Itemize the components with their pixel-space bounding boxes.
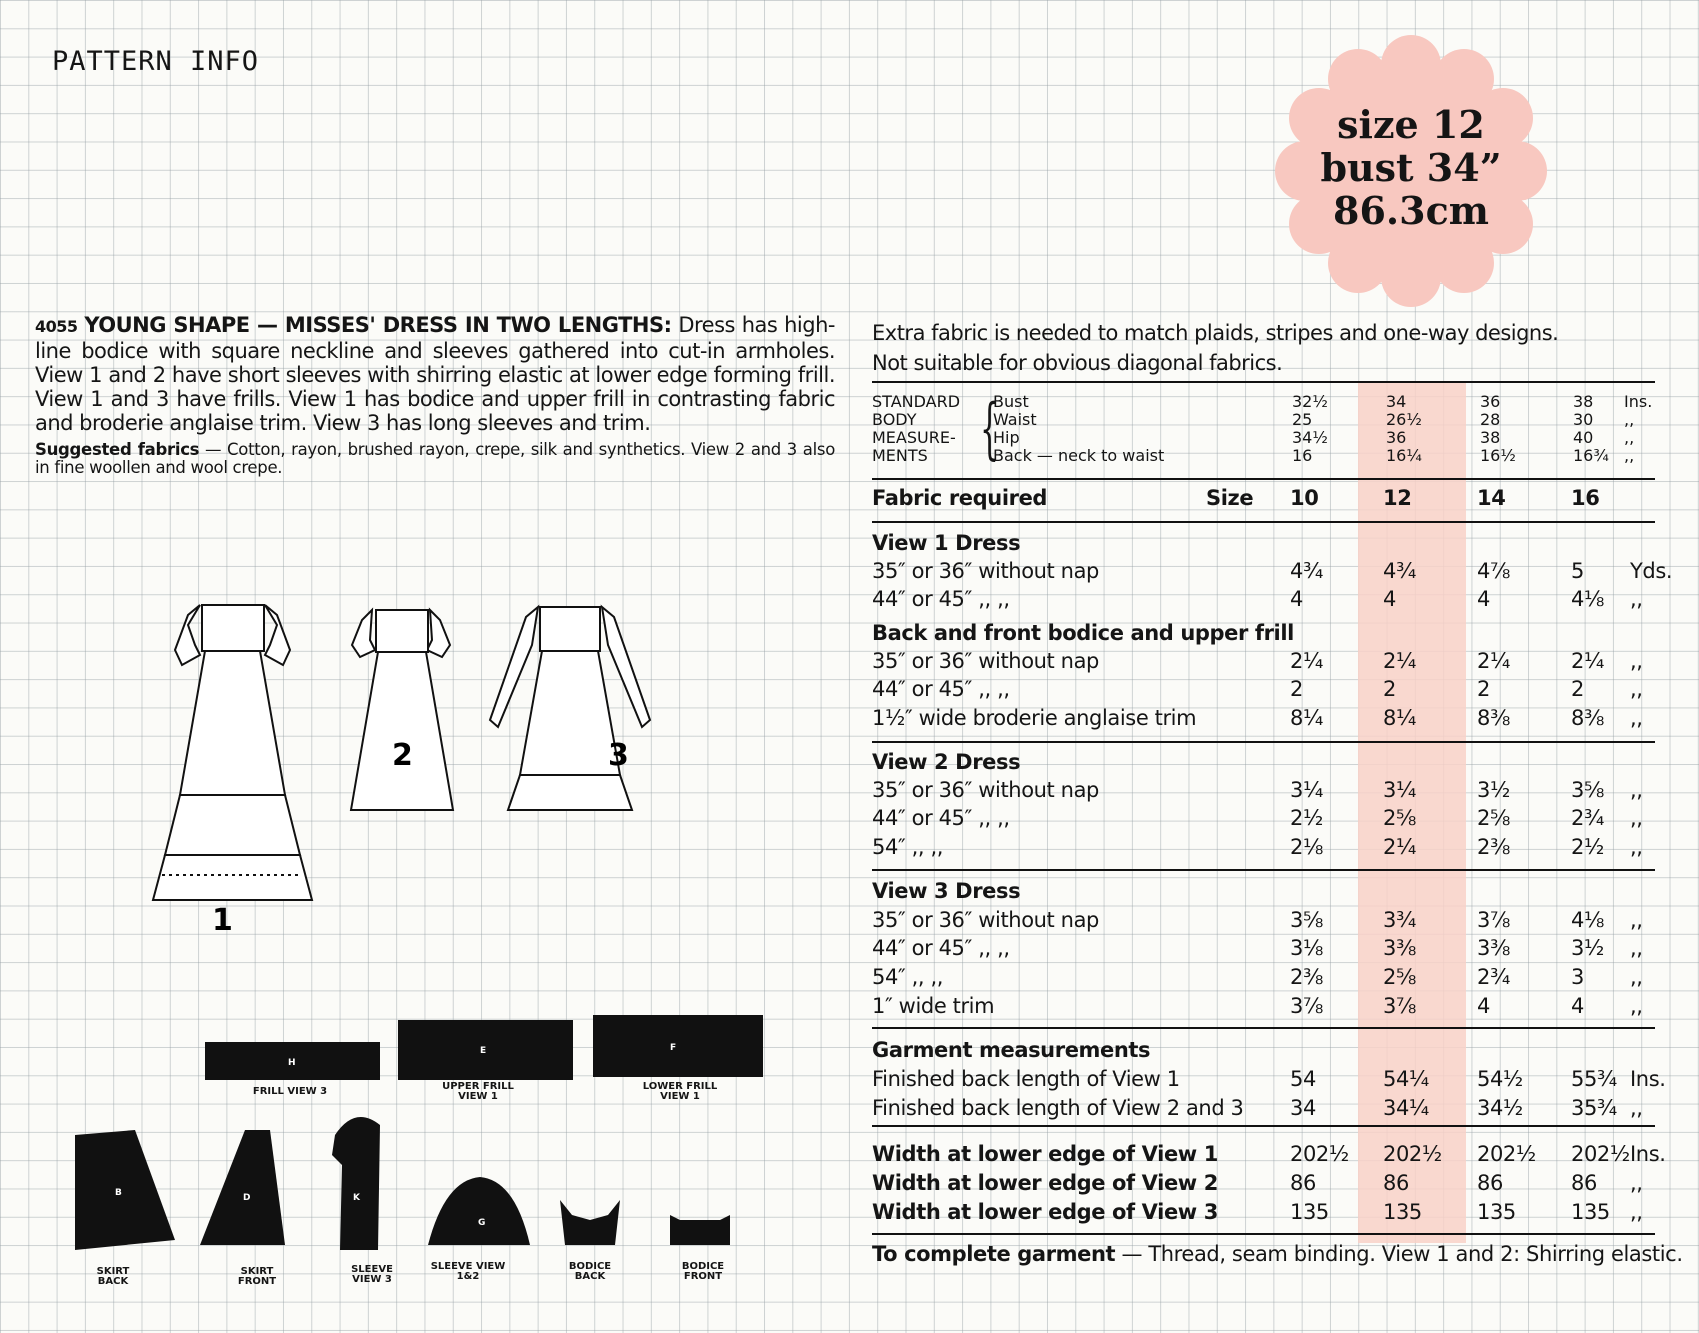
row-label: 44″ or 45″ ,, ,,	[872, 587, 1010, 611]
cell: 2¼	[1290, 649, 1323, 673]
cell: 54¼	[1383, 1067, 1429, 1091]
unit: ,,	[1630, 1096, 1643, 1120]
std-label: MEASURE-	[872, 428, 956, 447]
row-label: 35″ or 36″ without nap	[872, 778, 1099, 802]
cell: 3⅞	[1477, 908, 1510, 932]
unit: ,,	[1630, 936, 1643, 960]
row-label: 44″ or 45″ ,, ,,	[872, 677, 1010, 701]
view1-subtitle	[872, 621, 1662, 649]
lower-frill-piece	[593, 1015, 763, 1077]
cell: 2	[1477, 677, 1490, 701]
rule	[872, 869, 1655, 871]
cell: 3¼	[1383, 778, 1416, 802]
pattern-heading: YOUNG SHAPE — MISSES' DRESS IN TWO LENGTHS:	[84, 313, 672, 337]
std-value: 16¾	[1573, 446, 1609, 465]
row-label: Finished back length of View 1	[872, 1067, 1180, 1091]
cell: 3⅜	[1477, 936, 1510, 960]
view1-dress-drawing	[153, 605, 312, 900]
cell: 86	[1571, 1171, 1597, 1195]
view2-number: 2	[392, 738, 413, 773]
badge-size: size 12	[1337, 102, 1485, 147]
description-paragraph	[35, 313, 835, 435]
cell: 86	[1477, 1171, 1503, 1195]
cell: 2⅜	[1290, 965, 1323, 989]
row-label: Finished back length of View 2 and 3	[872, 1096, 1244, 1120]
rule	[872, 521, 1655, 523]
unit: ,,	[1630, 677, 1643, 701]
badge-cm: 86.3cm	[1333, 188, 1489, 233]
cell: 86	[1383, 1171, 1409, 1195]
table-row	[872, 908, 1662, 936]
cell: 135	[1290, 1200, 1329, 1224]
cell: 8⅜	[1571, 706, 1604, 730]
unit: ,,	[1630, 649, 1643, 673]
unit: ,,	[1630, 806, 1643, 830]
std-unit: Ins.	[1624, 392, 1653, 411]
cell: 3¼	[1290, 778, 1323, 802]
cell: 8¼	[1383, 706, 1416, 730]
table-row	[872, 1200, 1662, 1228]
to-complete-garment	[872, 1242, 1683, 1266]
size-16: 16	[1571, 486, 1600, 510]
fabrics-text: — Cotton, rayon, brushed rayon, crepe, silk and synthetics. View 2 and 3 also in fine woollen and wool crepe.	[35, 440, 835, 477]
cell: 4¾	[1383, 559, 1416, 583]
table-row	[872, 706, 1662, 734]
cell: 3⅜	[1383, 936, 1416, 960]
row-label: Width at lower edge of View 3	[872, 1200, 1218, 1224]
cell: 202½	[1477, 1142, 1536, 1166]
rule	[872, 1027, 1655, 1029]
cell: 2⅜	[1477, 835, 1510, 859]
cell: 4⅛	[1571, 587, 1604, 611]
cell: 202½	[1571, 1142, 1630, 1166]
std-value: 26½	[1386, 410, 1422, 429]
rule	[872, 1125, 1655, 1127]
unit: Ins.	[1630, 1067, 1666, 1091]
cell: 4	[1571, 994, 1584, 1018]
section-title: View 1 Dress	[872, 531, 1021, 555]
rule	[872, 478, 1655, 480]
badge-bust: bust 34”	[1320, 145, 1502, 190]
cell: 2	[1571, 677, 1584, 701]
cell: 202½	[1290, 1142, 1349, 1166]
row-label: 35″ or 36″ without nap	[872, 649, 1099, 673]
measure-bust: Bust	[993, 392, 1029, 411]
sleeve-view3-piece	[332, 1117, 380, 1250]
cell: 3⅞	[1290, 994, 1323, 1018]
pattern-number: 4055	[35, 317, 78, 336]
piece-letter: E	[480, 1046, 487, 1056]
cell: 2¾	[1571, 806, 1604, 830]
cell: 2¼	[1383, 649, 1416, 673]
table-row	[872, 649, 1662, 677]
unit: Yds.	[1630, 559, 1673, 583]
cell: 4	[1477, 587, 1490, 611]
std-value: 30	[1573, 410, 1594, 429]
std-value: 36	[1480, 392, 1501, 411]
table-row	[872, 994, 1662, 1022]
table-row	[872, 677, 1662, 705]
view1-title	[872, 531, 1662, 559]
cell: 86	[1290, 1171, 1316, 1195]
row-label: Width at lower edge of View 2	[872, 1171, 1218, 1195]
bodice-front-piece	[670, 1215, 730, 1245]
std-value: 38	[1480, 428, 1501, 447]
skirt-back-label: SKIRT BACK	[96, 1266, 130, 1287]
row-label: 44″ or 45″ ,, ,,	[872, 936, 1010, 960]
frill-view3-label: FRILL VIEW 3	[252, 1086, 328, 1097]
section-title: View 3 Dress	[872, 879, 1021, 903]
view3-number: 3	[608, 738, 629, 773]
skirt-front-label: SKIRT FRONT	[237, 1266, 277, 1287]
piece-letter: G	[478, 1218, 486, 1228]
view2-title	[872, 750, 1662, 778]
table-row	[872, 1142, 1666, 1170]
cell: 3	[1571, 965, 1584, 989]
std-label: MENTS	[872, 446, 928, 465]
bodice-back-label: BODICE BACK	[568, 1261, 612, 1282]
fabric-notes	[872, 318, 1558, 378]
cell: 4⅞	[1477, 559, 1510, 583]
fabric-required-label: Fabric required	[872, 486, 1048, 510]
measure-back: Back — neck to waist	[993, 446, 1165, 465]
fabrics-label: Suggested fabrics	[35, 440, 200, 459]
table-row	[872, 965, 1662, 993]
unit: ,,	[1630, 587, 1643, 611]
row-label: 54″ ,, ,,	[872, 835, 944, 859]
row-label: Width at lower edge of View 1	[872, 1142, 1218, 1166]
table-row	[872, 936, 1662, 964]
cell: 2¼	[1383, 835, 1416, 859]
std-value: 34	[1386, 392, 1407, 411]
std-value: 34½	[1292, 428, 1328, 447]
cell: 2	[1383, 677, 1396, 701]
size-badge	[1275, 35, 1547, 307]
cell: 2¼	[1571, 649, 1604, 673]
rule	[872, 1233, 1655, 1235]
cell: 54	[1290, 1067, 1316, 1091]
garment-title	[872, 1038, 1662, 1066]
pattern-pieces	[60, 1005, 780, 1305]
skirt-back-piece	[75, 1130, 175, 1250]
sleeve-view3-label: SLEEVE VIEW 3	[351, 1264, 393, 1285]
piece-letter: D	[243, 1193, 251, 1203]
table-row	[872, 559, 1673, 587]
cell: 2¼	[1477, 649, 1510, 673]
cell: 3¾	[1383, 908, 1416, 932]
cell: 3⅞	[1383, 994, 1416, 1018]
cell: 2⅛	[1290, 835, 1323, 859]
note-plaids: Extra fabric is needed to match plaids, stripes and one-way designs.	[872, 321, 1559, 345]
view1-number: 1	[212, 903, 233, 938]
fabric-header-row	[872, 486, 1662, 514]
bodice-front-label: BODICE FRONT	[681, 1261, 725, 1282]
cell: 2½	[1571, 835, 1604, 859]
table-row	[872, 835, 1662, 863]
cell: 3⅝	[1571, 778, 1604, 802]
cell: 202½	[1383, 1142, 1442, 1166]
cell: 4	[1477, 994, 1490, 1018]
cell: 4⅛	[1571, 908, 1604, 932]
cell: 2	[1290, 677, 1303, 701]
section-title: Back and front bodice and upper frill	[872, 621, 1294, 645]
std-value: 16	[1292, 446, 1313, 465]
cell: 2⅝	[1477, 806, 1510, 830]
std-value: 28	[1480, 410, 1501, 429]
note-diagonal: Not suitable for obvious diagonal fabrics.	[872, 351, 1283, 375]
complete-label: To complete garment	[872, 1242, 1116, 1266]
size-label: Size	[1206, 486, 1254, 510]
std-value: 40	[1573, 428, 1594, 447]
cell: 2¾	[1477, 965, 1510, 989]
cell: 135	[1477, 1200, 1516, 1224]
cell: 8¼	[1290, 706, 1323, 730]
unit: Ins.	[1630, 1142, 1666, 1166]
unit: ,,	[1630, 908, 1643, 932]
measure-waist: Waist	[993, 410, 1037, 429]
upper-frill-label: UPPER FRILL VIEW 1	[442, 1081, 514, 1102]
std-value: 36	[1386, 428, 1407, 447]
section-title: View 2 Dress	[872, 750, 1021, 774]
cell: 3⅛	[1290, 936, 1323, 960]
cell: 3½	[1477, 778, 1510, 802]
unit: ,,	[1630, 706, 1643, 730]
measure-hip: Hip	[993, 428, 1020, 447]
unit: ,,	[1630, 994, 1643, 1018]
std-label: STANDARD	[872, 392, 961, 411]
cell: 34	[1290, 1096, 1316, 1120]
size-10: 10	[1290, 486, 1319, 510]
cell: 8⅜	[1477, 706, 1510, 730]
suggested-fabrics	[35, 441, 835, 477]
unit: ,,	[1630, 1200, 1643, 1224]
sleeve-view12-label: SLEEVE VIEW 1&2	[430, 1261, 506, 1282]
cell: 2½	[1290, 806, 1323, 830]
row-label: 35″ or 36″ without nap	[872, 908, 1099, 932]
lower-frill-label: LOWER FRILL VIEW 1	[642, 1081, 718, 1102]
table-row	[872, 806, 1662, 834]
size-14: 14	[1477, 486, 1506, 510]
row-label: 1″ wide trim	[872, 994, 995, 1018]
std-unit: ,,	[1624, 410, 1635, 429]
std-label: BODY	[872, 410, 917, 429]
cell: 135	[1383, 1200, 1422, 1224]
view3-dress-drawing	[490, 607, 650, 810]
bodice-back-piece	[560, 1200, 620, 1245]
section-title: Garment measurements	[872, 1038, 1151, 1062]
table-row	[872, 1096, 1662, 1124]
row-label: 44″ or 45″ ,, ,,	[872, 806, 1010, 830]
std-value: 32½	[1292, 392, 1328, 411]
cell: 4	[1383, 587, 1396, 611]
std-unit: ,,	[1624, 446, 1635, 465]
table-row	[872, 1171, 1662, 1199]
cell: 2⅝	[1383, 965, 1416, 989]
cell: 55¾	[1571, 1067, 1617, 1091]
pattern-body: Dress has high-line bodice with square neckline and sleeves gathered into cut-in armholes. View 1 and 2 have short sleeves with shirring elastic at lower edge forming frill. View 1 and 3 have frills. View 1 has bodice and upper frill in contrasting fabric and broderie anglaise trim. View 3 has long sleeves and trim.	[35, 313, 835, 435]
unit: ,,	[1630, 1171, 1643, 1195]
std-value: 25	[1292, 410, 1313, 429]
row-label: 1½″ wide broderie anglaise trim	[872, 706, 1197, 730]
piece-letter: K	[353, 1193, 360, 1203]
page-title: PATTERN INFO	[52, 46, 260, 77]
cell: 54½	[1477, 1067, 1523, 1091]
piece-letter: B	[115, 1188, 122, 1198]
cell: 34½	[1477, 1096, 1523, 1120]
rule	[872, 381, 1655, 383]
std-value: 16¼	[1386, 446, 1422, 465]
pattern-description	[35, 313, 835, 477]
cell: 3⅝	[1290, 908, 1323, 932]
cell: 4¾	[1290, 559, 1323, 583]
piece-letter: F	[670, 1043, 677, 1053]
unit: ,,	[1630, 965, 1643, 989]
table-row	[872, 1067, 1666, 1095]
cell: 35¾	[1571, 1096, 1617, 1120]
view2-dress-drawing	[351, 610, 453, 810]
row-label: 35″ or 36″ without nap	[872, 559, 1099, 583]
dress-illustrations	[140, 595, 740, 955]
cell: 2⅝	[1383, 806, 1416, 830]
rule	[872, 741, 1655, 743]
complete-text: — Thread, seam binding. View 1 and 2: Shirring elastic.	[1115, 1242, 1683, 1266]
unit: ,,	[1630, 778, 1643, 802]
piece-letter: H	[288, 1058, 296, 1068]
std-value: 16½	[1480, 446, 1516, 465]
cell: 5	[1571, 559, 1584, 583]
brace-glyph: {	[980, 390, 999, 467]
view3-title	[872, 879, 1662, 907]
std-unit: ,,	[1624, 428, 1635, 447]
std-value: 38	[1573, 392, 1594, 411]
size-12: 12	[1383, 486, 1412, 510]
table-row	[872, 587, 1662, 615]
cell: 4	[1290, 587, 1303, 611]
skirt-front-piece	[200, 1130, 285, 1245]
unit: ,,	[1630, 835, 1643, 859]
table-row	[872, 778, 1662, 806]
row-label: 54″ ,, ,,	[872, 965, 944, 989]
cell: 135	[1571, 1200, 1610, 1224]
sleeve-view12-piece	[428, 1177, 530, 1245]
cell: 3½	[1571, 936, 1604, 960]
cell: 34¼	[1383, 1096, 1429, 1120]
